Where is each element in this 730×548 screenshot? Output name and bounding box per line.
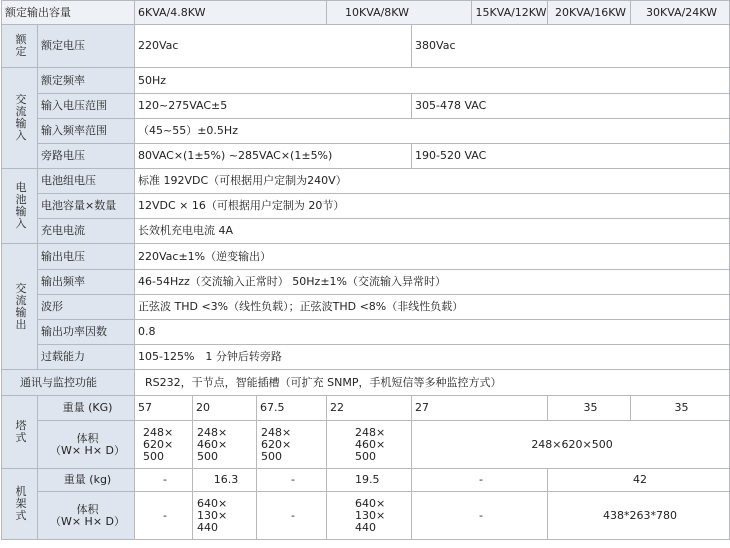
rated-capacity-title: 额定输出容量 — [2, 1, 135, 25]
waveform-label: 波形 — [38, 295, 135, 320]
dim-line: 440 — [355, 520, 377, 534]
comm-row — [2, 370, 730, 396]
rack-weight-cell: - — [412, 469, 548, 492]
rack-weight-cell: 16.3 — [193, 469, 257, 492]
battery-capacity-row — [2, 194, 730, 219]
model-30kva: 30KVA/24KW — [631, 1, 730, 25]
input-frequency-range-label: 输入频率范围 — [38, 119, 135, 144]
dim-line: 440 — [197, 520, 218, 534]
dim-line: 130× — [355, 508, 386, 522]
dim-line: 248× — [197, 425, 228, 439]
output-frequency-value: 46-54Hzz（交流输入正常时） 50Hz±1%（交流输入异常时） — [135, 270, 730, 295]
rack-dims-cell: - — [257, 492, 327, 540]
input-voltage-range-380: 305-478 VAC — [412, 94, 730, 119]
dim-line: 640× — [355, 496, 386, 510]
rack-dims-cell — [193, 492, 257, 540]
header-row — [2, 1, 730, 25]
output-voltage-value: 220Vac±1%（逆变输出） — [135, 244, 730, 270]
tower-weight-cell: 35 — [548, 396, 631, 421]
tower-weight-cell: 57 — [135, 396, 193, 421]
bypass-voltage-label: 旁路电压 — [38, 144, 135, 169]
rack-group-label: 机架式 — [2, 469, 38, 540]
rated-frequency-value: 50Hz — [135, 68, 730, 94]
overload-label: 过载能力 — [38, 345, 135, 370]
rated-voltage-380: 380Vac — [412, 25, 730, 68]
ac-input-frequency-row — [2, 68, 730, 94]
tower-weight-cell: 35 — [631, 396, 730, 421]
comm-label: 通讯与监控功能 — [2, 370, 135, 396]
output-voltage-label: 输出电压 — [38, 244, 135, 270]
battery-voltage-label: 电池组电压 — [38, 169, 135, 194]
input-voltage-range-row — [2, 94, 730, 119]
dim-line: 500 — [143, 449, 164, 463]
rack-weight-label: 重量 (kg) — [38, 469, 135, 492]
tower-volume-row — [2, 421, 730, 469]
battery-voltage-value: 标准 192VDC（可根据用户定制为240V） — [135, 169, 730, 194]
rack-dims-cell — [327, 492, 412, 540]
rack-dims-cell: 438*263*780 — [548, 492, 730, 540]
tower-weight-cell: 20 — [193, 396, 257, 421]
input-frequency-range-value: （45~55）±0.5Hz — [135, 119, 730, 144]
tower-volume-label — [38, 421, 135, 469]
battery-capacity-label: 电池容量×数量 — [38, 194, 135, 219]
rack-weight-cell: - — [257, 469, 327, 492]
model-6kva: 6KVA/4.8KW — [135, 1, 327, 25]
battery-capacity-value: 12VDC × 16（可根据用户定制为 20节） — [135, 194, 730, 219]
rated-frequency-label: 额定频率 — [38, 68, 135, 94]
tower-dims-cell-wide: 248×620×500 — [412, 421, 730, 469]
rack-volume-label — [38, 492, 135, 540]
dim-line: 248× — [143, 425, 174, 439]
rack-volume-row — [2, 492, 730, 540]
ac-output-group-label: 交流输出 — [2, 244, 38, 370]
dim-line: 460× — [197, 437, 228, 451]
tower-dims-cell — [327, 421, 412, 469]
tower-weight-cell: 27 — [412, 396, 548, 421]
tower-dims-cell — [135, 421, 193, 469]
battery-voltage-row — [2, 169, 730, 194]
rated-voltage-label: 额定电压 — [38, 25, 135, 68]
overload-row — [2, 345, 730, 370]
tower-dims-cell — [193, 421, 257, 469]
tower-volume-label-title: 体积 — [76, 431, 99, 445]
output-frequency-label: 输出频率 — [38, 270, 135, 295]
tower-dims-cell — [257, 421, 327, 469]
dim-line: 500 — [197, 449, 218, 463]
overload-value: 105-125% 1 分钟后转旁路 — [135, 345, 730, 370]
output-frequency-row — [2, 270, 730, 295]
rack-weight-cell: 42 — [548, 469, 730, 492]
model-10kva: 10KVA/8KW — [327, 1, 472, 25]
power-factor-value: 0.8 — [135, 320, 730, 345]
model-20kva: 20KVA/16KW — [548, 1, 631, 25]
rack-weight-cell: - — [135, 469, 193, 492]
output-voltage-row — [2, 244, 730, 270]
input-frequency-range-row — [2, 119, 730, 144]
charge-current-row — [2, 219, 730, 244]
rack-volume-label-units: （W× H× D） — [49, 514, 126, 528]
waveform-value: 正弦波 THD <3%（线性负载）；正弦波THD <8%（非线性负载） — [135, 295, 730, 320]
rated-voltage-220: 220Vac — [135, 25, 412, 68]
dim-line: 248× — [261, 425, 292, 439]
battery-group-label: 电池输入 — [2, 169, 38, 244]
ac-input-group-label: 交流输入 — [2, 68, 38, 169]
bypass-voltage-row — [2, 144, 730, 169]
input-voltage-range-220: 120~275VAC±5 — [135, 94, 412, 119]
charge-current-value: 长效机充电电流 4A — [135, 219, 730, 244]
rack-volume-label-title: 体积 — [76, 502, 99, 516]
tower-weight-row — [2, 396, 730, 421]
rack-weight-cell: 19.5 — [327, 469, 412, 492]
dim-line: 130× — [197, 508, 228, 522]
tower-weight-cell: 67.5 — [257, 396, 327, 421]
rack-weight-row — [2, 469, 730, 492]
charge-current-label: 充电电流 — [38, 219, 135, 244]
dim-line: 500 — [261, 449, 282, 463]
comm-value: RS232，干节点，智能插槽（可扩充 SNMP，手机短信等多种监控方式） — [135, 370, 730, 396]
power-factor-row — [2, 320, 730, 345]
rated-group-label: 额定 — [2, 25, 38, 68]
spec-table — [1, 0, 730, 540]
tower-group-label: 塔式 — [2, 396, 38, 469]
dim-line: 640× — [197, 496, 228, 510]
dim-line: 248× — [355, 425, 386, 439]
tower-weight-label: 重量 (KG) — [38, 396, 135, 421]
bypass-voltage-380: 190-520 VAC — [412, 144, 730, 169]
dim-line: 620× — [143, 437, 174, 451]
power-factor-label: 输出功率因数 — [38, 320, 135, 345]
waveform-row — [2, 295, 730, 320]
dim-line: 460× — [355, 437, 386, 451]
model-15kva: 15KVA/12KW — [472, 1, 548, 25]
rack-dims-cell: - — [412, 492, 548, 540]
rated-voltage-row — [2, 25, 730, 68]
tower-volume-label-units: （W× H× D） — [49, 443, 126, 457]
input-voltage-range-label: 输入电压范围 — [38, 94, 135, 119]
dim-line: 500 — [355, 449, 377, 463]
tower-weight-cell: 22 — [327, 396, 412, 421]
dim-line: 620× — [261, 437, 292, 451]
rack-dims-cell: - — [135, 492, 193, 540]
bypass-voltage-220: 80VAC×(1±5%) ~285VAC×(1±5%) — [135, 144, 412, 169]
